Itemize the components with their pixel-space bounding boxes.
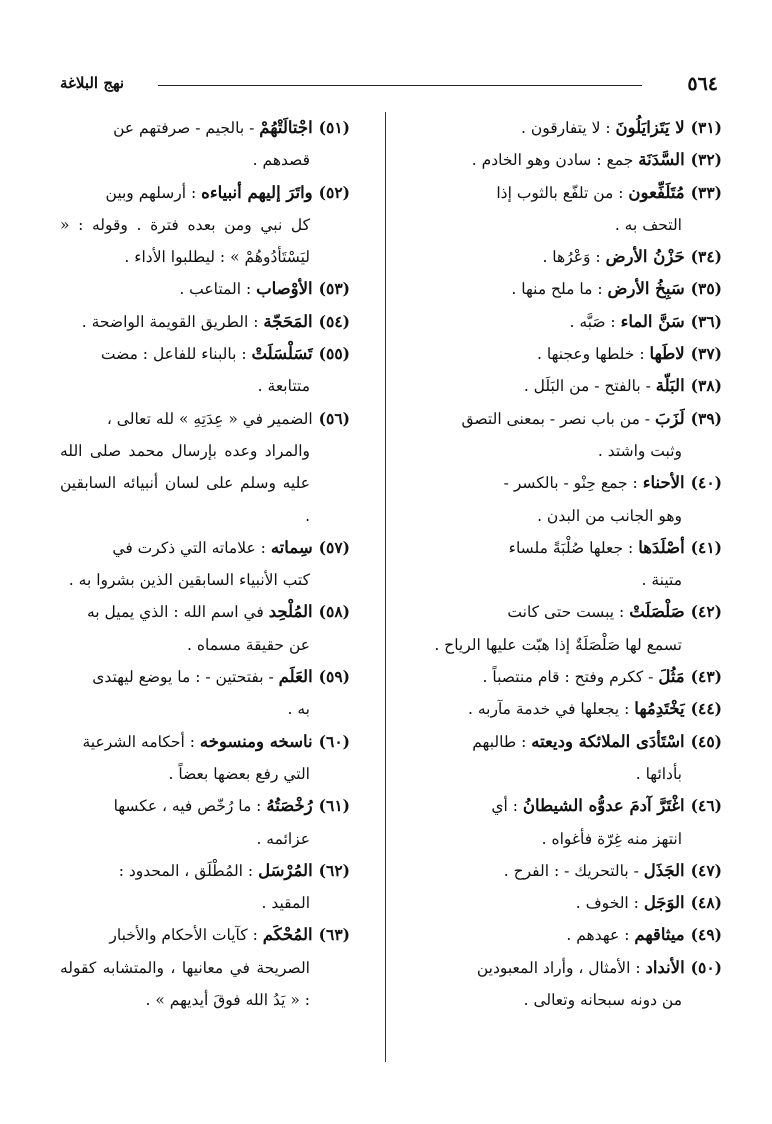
entry-definition: في اسم الله : الذي يميل به — [86, 603, 269, 622]
glossary-entry — [432, 403, 722, 468]
entry-definition: : ما رُخّص فيه ، عكسها — [113, 797, 267, 816]
glossary-entry — [432, 790, 722, 855]
header-rule — [158, 85, 642, 86]
entry-continuation: وثبت واشتد . — [597, 441, 682, 460]
entry-continuation: متتابعة . — [257, 377, 310, 396]
glossary-entry — [60, 273, 350, 305]
entry-continuation: المقيد . — [261, 894, 310, 913]
entry-term: المُحْكَم — [262, 925, 313, 945]
entry-term: حَزْنُ الأرض — [605, 247, 685, 267]
entry-continuation: قصدهم . — [252, 151, 310, 170]
entry-number: (٣٥) — [690, 279, 722, 299]
entry-definition: : المُطْلَق ، المحدود : — [118, 861, 259, 880]
glossary-entry — [432, 144, 722, 176]
entry-number: (٣٩) — [690, 408, 722, 428]
entry-term: العَلَم — [278, 667, 313, 687]
glossary-entry — [432, 338, 722, 370]
entry-term: سِماته — [270, 537, 313, 557]
entry-continuation: كل نبي ومن بعده فترة . وقوله : « ليَسْتَأدُوهُمْ » : ليطلبوا الأداء . — [60, 215, 310, 267]
entry-term: اسْتَأدَى الملائكة وديعته — [531, 731, 685, 751]
entry-definition: - ككرم وفتح : قام منتصباً . — [482, 668, 659, 687]
glossary-entry — [432, 532, 722, 597]
entry-definition: : ما ملح منها . — [511, 280, 608, 299]
entry-number: (٥٢) — [318, 182, 350, 202]
entry-term: لا يَتَزايَلُونَ — [615, 118, 685, 137]
entry-number: (٣٦) — [690, 311, 722, 331]
right-column — [432, 112, 722, 1016]
entry-definition: - بالتحريك - : الفرح . — [503, 861, 644, 880]
entry-continuation: التي رفع بعضها بعضاً . — [168, 764, 310, 783]
entry-number: (٥٥) — [318, 344, 350, 364]
entry-number: (٥٠) — [690, 957, 722, 977]
glossary-entry — [432, 919, 722, 951]
entry-continuation: عزائمه . — [256, 829, 310, 848]
entry-definition: - من باب نصر - بمعنى التصق — [461, 409, 655, 428]
entry-term: ميثاقهم — [634, 925, 685, 945]
glossary-entry — [60, 855, 350, 920]
glossary-entry — [432, 693, 722, 725]
entry-number: (٣٨) — [690, 376, 722, 396]
entry-number: (٥٣) — [318, 279, 350, 299]
entry-number: (٤٣) — [690, 667, 722, 687]
entry-continuation: تسمع لها صَلْصَلَةٌ إذا هبّت عليها الرياح . — [434, 635, 682, 654]
entry-term: سَنَّ الماء — [620, 311, 685, 331]
glossary-entry — [432, 370, 722, 402]
glossary-entry — [432, 112, 722, 144]
entry-definition: : من تلفّع بالثوب إذا — [496, 183, 629, 202]
entry-definition: : بالبناء للفاعل : مضت — [100, 345, 252, 364]
page-header — [60, 70, 720, 100]
entry-continuation: والمراد وعده بإرسال محمد صلى الله عليه وسلم على لسان أنبيائه السابقين . — [60, 441, 310, 525]
entry-definition: : يجعلها في خدمة مآربه . — [467, 700, 635, 719]
entry-number: (٣٤) — [690, 247, 722, 267]
entry-term: السَّدَنَة — [638, 150, 685, 170]
entry-number: (٥٨) — [318, 602, 350, 622]
entry-continuation: بأدائها . — [635, 764, 682, 783]
glossary-entry — [60, 919, 350, 1016]
entry-number: (٤١) — [690, 537, 722, 557]
glossary-entry — [432, 273, 722, 305]
entry-definition: : وَعْرُها . — [542, 248, 606, 267]
glossary-entry — [432, 467, 722, 532]
entry-term: لاطَها — [649, 344, 685, 364]
glossary-entry — [60, 661, 350, 726]
entry-number: (٤٢) — [690, 602, 722, 622]
left-column — [60, 112, 350, 1016]
entry-term: المُلْحِد — [268, 602, 313, 622]
entry-definition: : المتاعب . — [179, 280, 257, 299]
entry-definition: الضمير في « عِدَتِهِ » لله تعالى ، — [106, 409, 313, 428]
entry-term: الأوْصاب — [256, 279, 313, 299]
glossary-entry — [432, 596, 722, 661]
glossary-entry — [432, 241, 722, 273]
entry-number: (٥٦) — [318, 408, 350, 428]
entry-term: مُتَلَفِّعون — [628, 182, 685, 202]
entry-term: الأحناء — [642, 473, 685, 493]
entry-definition: - بفتحتين - : ما يوضع ليهتدى — [92, 668, 279, 687]
entry-term: المُرْسَل — [258, 860, 313, 880]
entry-number: (٤٧) — [690, 860, 722, 880]
entry-number: (٥٩) — [318, 667, 350, 687]
entry-term: المَحَجّة — [263, 311, 313, 331]
entry-continuation: عن حقيقة مسماه . — [187, 635, 310, 654]
glossary-entry — [60, 532, 350, 597]
entry-term: رُخْصَتُهُ — [266, 796, 313, 816]
entry-term: مَثُلَ — [658, 667, 685, 687]
entry-number: (٦١) — [318, 796, 350, 816]
entry-continuation: انتهز منه غِرّة فأغواه . — [541, 829, 682, 848]
entry-term: الوَجَل — [643, 893, 685, 913]
column-divider — [385, 112, 386, 1062]
glossary-entry — [60, 112, 350, 177]
entry-term: واتَرَ إليهم أنبياءه — [201, 182, 313, 202]
entry-definition: : عهدهم . — [566, 926, 635, 945]
entry-definition: : خلطها وعجنها . — [537, 345, 650, 364]
glossary-entry — [432, 661, 722, 693]
entry-continuation: وهو الجانب من البدن . — [537, 506, 682, 525]
entry-number: (٤٨) — [690, 893, 722, 913]
glossary-entry — [432, 887, 722, 919]
entry-continuation: من دونه سبحانه وتعالى . — [523, 991, 682, 1010]
glossary-entry — [432, 306, 722, 338]
glossary-entry — [432, 726, 722, 791]
glossary-entry — [60, 403, 350, 532]
entry-definition: : طالبهم — [472, 732, 532, 751]
entry-definition: - بالفتح - من البَلَل . — [523, 377, 656, 396]
entry-number: (٦٢) — [318, 860, 350, 880]
entry-definition: : يبست حتى كانت — [507, 603, 630, 622]
entry-number: (٥٤) — [318, 311, 350, 331]
entry-term: أصْلَدَها — [638, 537, 685, 557]
entry-continuation: الصريحة في معانيها ، والمتشابه كقوله : « يَدُ الله فوقَ أيديهم » . — [60, 958, 310, 1010]
glossary-entry — [60, 177, 350, 274]
entry-number: (٥١) — [318, 118, 350, 137]
entry-number: (٣٧) — [690, 344, 722, 364]
entry-number: (٤٩) — [690, 925, 722, 945]
entry-number: (٤٦) — [690, 796, 722, 816]
entry-term: تَسَلْسَلَتْ — [251, 344, 313, 364]
entry-definition: : أرسلهم وبين — [105, 183, 202, 202]
entry-continuation: به . — [287, 700, 310, 719]
entry-term: يَخْتَدِمُها — [634, 699, 685, 719]
entry-term: الجَذَل — [643, 860, 685, 880]
entry-term: اغْتَرَّ آدمَ عدوُّه الشيطانُ — [522, 796, 685, 816]
entry-definition: : لا يتفارقون . — [520, 119, 616, 137]
glossary-entry — [432, 855, 722, 887]
entry-definition: : الأمثال ، وأراد المعبودين — [476, 958, 646, 977]
entry-term: اجْتالَتْهُمْ — [259, 118, 313, 137]
entry-number: (٦٠) — [318, 731, 350, 751]
entry-term: ناسخه ومنسوخه — [199, 731, 313, 751]
entry-number: (٦٣) — [318, 925, 350, 945]
entry-definition: جمع : سادن وهو الخادم . — [471, 151, 639, 170]
entry-definition: - بالجيم - صرفتهم عن — [113, 119, 260, 137]
entry-term: البَلّة — [655, 376, 685, 396]
entry-number: (٤٥) — [690, 731, 722, 751]
entry-number: (٤٤) — [690, 699, 722, 719]
entry-term: صَلْصَلَتْ — [629, 602, 685, 622]
entry-number: (٣٢) — [690, 150, 722, 170]
entry-definition: : جمع حِنْو - بالكسر - — [503, 474, 643, 493]
glossary-entry — [60, 726, 350, 791]
entry-definition: : الخوف . — [575, 894, 644, 913]
entry-definition: : صَبَّه . — [569, 312, 621, 331]
glossary-entry — [432, 952, 722, 1017]
glossary-entry — [60, 306, 350, 338]
entry-term: الأنداد — [645, 957, 685, 977]
entry-number: (٣١) — [690, 118, 722, 137]
page-number: ٥٦٤ — [687, 73, 718, 95]
entry-term: سَبِخُ الأرض — [607, 279, 685, 299]
entry-number: (٣٣) — [690, 182, 722, 202]
entry-continuation: متينة . — [641, 571, 682, 590]
entry-continuation: كتب الأنبياء السابقين الذين بشروا به . — [68, 571, 310, 590]
entry-continuation: التحف به . — [614, 215, 682, 234]
glossary-entry — [60, 596, 350, 661]
book-title: نهج البلاغة — [60, 74, 125, 92]
entry-definition: : جعلها صُلْبَةً ملساء — [508, 538, 639, 557]
entry-definition: : كآيات الأحكام والأخبار — [109, 926, 263, 945]
entry-definition: : أي — [491, 797, 523, 816]
entry-definition: : أحكامه الشرعية — [82, 732, 200, 751]
entry-number: (٤٠) — [690, 473, 722, 493]
entry-term: لَزَبَ — [654, 408, 685, 428]
glossary-entry — [432, 177, 722, 242]
entry-definition: : علاماته التي ذكرت في — [112, 538, 271, 557]
entry-definition: : الطريق القويمة الواضحة . — [81, 312, 264, 331]
glossary-entry — [60, 790, 350, 855]
entry-number: (٥٧) — [318, 537, 350, 557]
glossary-entry — [60, 338, 350, 403]
